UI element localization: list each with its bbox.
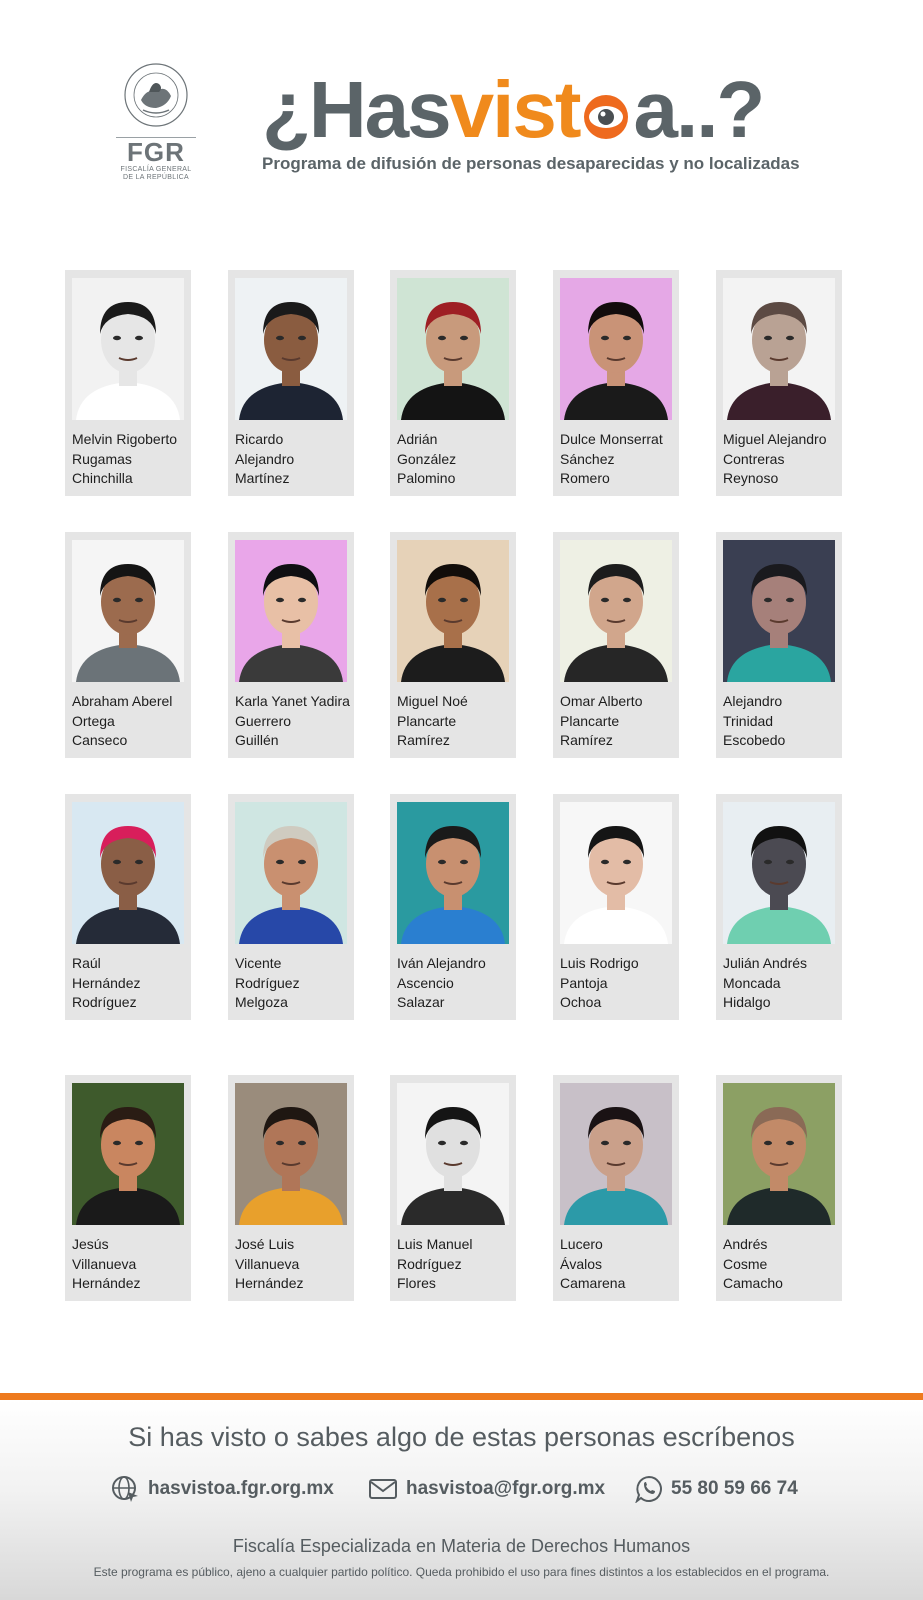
- phone-contact[interactable]: [635, 1472, 798, 1506]
- brand-orange: vist: [449, 65, 580, 154]
- person-card: [553, 270, 679, 496]
- person-name-line-3: Ochoa: [560, 994, 602, 1010]
- brand-suffix: a..?: [633, 65, 764, 154]
- person-name: [723, 1235, 841, 1294]
- person-card: [390, 532, 516, 758]
- website-contact[interactable]: [110, 1472, 334, 1506]
- person-name-line-1: Abraham Aberel: [72, 693, 173, 709]
- person-photo: [72, 802, 184, 944]
- person-name-line-3: Camacho: [723, 1275, 783, 1291]
- person-card: [390, 270, 516, 496]
- accent-bar: [0, 1393, 923, 1400]
- portrait-icon: [397, 540, 509, 682]
- person-name-line-1: Alejandro: [723, 693, 783, 709]
- person-card: [553, 532, 679, 758]
- person-name-line-1: Julián Andrés: [723, 955, 808, 971]
- person-name-line-1: Miguel Noé: [397, 693, 468, 709]
- person-name-line-2: Villanueva: [235, 1255, 300, 1272]
- program-tagline: Programa de difusión de personas desaparecidas y no localizadas: [262, 154, 800, 173]
- email-contact[interactable]: [368, 1472, 605, 1506]
- person-name-line-3: Martínez: [235, 470, 290, 486]
- portrait-icon: [560, 278, 672, 420]
- person-name-line-3: Romero: [560, 470, 610, 486]
- portrait-icon: [235, 802, 347, 944]
- logo-acronym: FGR: [127, 137, 185, 167]
- person-card: [65, 1075, 191, 1301]
- person-photo: [560, 540, 672, 682]
- phone-number[interactable]: 55 80 59 66 74: [671, 1478, 798, 1499]
- person-name-line-3: Salazar: [397, 994, 445, 1010]
- person-name-line-3: Ramírez: [560, 732, 613, 748]
- person-photo: [235, 540, 347, 682]
- person-card: [553, 794, 679, 1020]
- person-name-line-2: Pantoja: [560, 974, 608, 991]
- person-photo: [397, 540, 509, 682]
- person-name-line-2: Contreras: [723, 450, 785, 467]
- person-name-line-2: Rodríguez: [235, 974, 300, 991]
- person-card: [390, 794, 516, 1020]
- person-photo: [560, 278, 672, 420]
- person-name: [723, 430, 841, 489]
- person-photo: [72, 540, 184, 682]
- person-photo: [397, 1083, 509, 1225]
- person-name-line-2: Sánchez: [560, 450, 615, 467]
- person-photo: [235, 1083, 347, 1225]
- person-name-line-1: Omar Alberto: [560, 693, 643, 709]
- person-name-line-3: Guillén: [235, 732, 279, 748]
- person-name: [560, 1235, 678, 1294]
- person-card: [553, 1075, 679, 1301]
- person-photo: [723, 278, 835, 420]
- person-name-line-3: Melgoza: [235, 994, 288, 1010]
- person-name-line-2: Trinidad: [723, 712, 774, 729]
- person-photo: [560, 802, 672, 944]
- person-card: [228, 794, 354, 1020]
- person-name-line-2: Plancarte: [560, 712, 620, 729]
- person-name-line-2: Cosme: [723, 1255, 768, 1272]
- logo-subline-1: FISCALÍA GENERAL: [120, 166, 192, 173]
- person-name: [72, 954, 190, 1013]
- person-name-line-1: Melvin Rigoberto: [72, 431, 178, 447]
- person-photo: [723, 540, 835, 682]
- person-card: [65, 794, 191, 1020]
- email-link[interactable]: hasvistoa@fgr.org.mx: [406, 1478, 606, 1499]
- portrait-icon: [397, 278, 509, 420]
- person-name-line-2: Ascencio: [397, 974, 454, 991]
- person-name-line-2: Ávalos: [560, 1255, 603, 1272]
- person-name-line-1: Karla Yanet Yadira: [235, 693, 350, 709]
- person-card: [716, 1075, 842, 1301]
- person-name-line-3: Chinchilla: [72, 470, 133, 486]
- person-name-line-3: Escobedo: [723, 732, 786, 748]
- portrait-icon: [72, 540, 184, 682]
- person-name-line-3: Palomino: [397, 470, 456, 486]
- person-photo: [235, 802, 347, 944]
- portrait-icon: [235, 278, 347, 420]
- person-name-line-1: Miguel Alejandro: [723, 431, 827, 447]
- whatsapp-icon: [635, 1475, 663, 1503]
- portrait-icon: [560, 1083, 672, 1225]
- mail-icon: [368, 1477, 398, 1501]
- footer-headline: Si has visto o sabes algo de estas personas escríbenos: [128, 1422, 795, 1452]
- person-photo: [723, 802, 835, 944]
- person-name-line-2: Alejandro: [235, 450, 295, 467]
- portrait-icon: [72, 278, 184, 420]
- person-card: [716, 532, 842, 758]
- person-card: [716, 270, 842, 496]
- person-name: [235, 954, 353, 1013]
- person-name-line-1: Adrián: [397, 431, 438, 447]
- person-name-line-1: José Luis: [235, 1236, 295, 1252]
- person-name: [560, 430, 678, 489]
- person-card: [390, 1075, 516, 1301]
- person-photo: [397, 802, 509, 944]
- person-name-line-2: Ortega: [72, 712, 115, 729]
- person-photo: [72, 278, 184, 420]
- person-name-line-2: Rodríguez: [397, 1255, 462, 1272]
- portrait-icon: [397, 802, 509, 944]
- brand-prefix: ¿Has: [262, 65, 450, 154]
- person-name: [723, 954, 841, 1013]
- person-name-line-3: Ramírez: [397, 732, 450, 748]
- person-name-line-2: Villanueva: [72, 1255, 137, 1272]
- person-name: [397, 692, 515, 751]
- person-name-line-2: Plancarte: [397, 712, 457, 729]
- person-photo: [723, 1083, 835, 1225]
- office-name: Fiscalía Especializada en Materia de Derechos Humanos: [232, 1536, 691, 1556]
- person-name-line-1: Iván Alejandro: [397, 955, 486, 971]
- person-name-line-2: González: [397, 450, 457, 467]
- person-name-line-2: Hernández: [72, 974, 141, 991]
- person-name-line-3: Reynoso: [723, 470, 779, 486]
- person-name: [235, 430, 353, 489]
- person-name: [72, 430, 190, 489]
- person-name: [397, 954, 515, 1013]
- person-name-line-1: Luis Rodrigo: [560, 955, 639, 971]
- person-name: [560, 954, 678, 1013]
- person-photo: [72, 1083, 184, 1225]
- person-photo: [235, 278, 347, 420]
- person-name: [397, 1235, 515, 1294]
- person-card: [65, 532, 191, 758]
- person-name-line-3: Hidalgo: [723, 994, 771, 1010]
- person-card: [716, 794, 842, 1020]
- person-name-line-3: Canseco: [72, 732, 128, 748]
- person-name: [235, 1235, 353, 1294]
- portrait-icon: [723, 540, 835, 682]
- person-name-line-1: Luis Manuel: [397, 1236, 473, 1252]
- person-name-line-3: Hernández: [72, 1275, 141, 1291]
- person-card: [228, 532, 354, 758]
- portrait-icon: [235, 540, 347, 682]
- person-name-line-3: Rodríguez: [72, 994, 137, 1010]
- person-name-line-3: Camarena: [560, 1275, 626, 1291]
- person-name-line-1: Raúl: [72, 955, 101, 971]
- person-name: [723, 692, 841, 751]
- person-name-line-1: Vicente: [235, 955, 282, 971]
- globe-icon: [110, 1474, 140, 1504]
- portrait-icon: [723, 278, 835, 420]
- portrait-icon: [397, 1083, 509, 1225]
- portrait-icon: [560, 540, 672, 682]
- portrait-icon: [72, 1083, 184, 1225]
- portrait-icon: [723, 1083, 835, 1225]
- person-name: [72, 692, 190, 751]
- disclaimer-text: Este programa es público, ajeno a cualquier partido político. Queda prohibido el uso para fines distintos a los establecidos en el programa.: [93, 1565, 830, 1579]
- person-name: [235, 692, 353, 751]
- person-card: [228, 1075, 354, 1301]
- portrait-icon: [72, 802, 184, 944]
- person-name-line-1: Lucero: [560, 1236, 603, 1252]
- portrait-icon: [723, 802, 835, 944]
- person-card: [65, 270, 191, 496]
- logo-subline-2: DE LA REPÚBLICA: [123, 174, 189, 181]
- portrait-icon: [235, 1083, 347, 1225]
- person-name-line-3: Flores: [397, 1275, 436, 1291]
- person-name-line-1: Ricardo: [235, 431, 284, 447]
- person-name: [397, 430, 515, 489]
- website-link[interactable]: hasvistoa.fgr.org.mx: [148, 1478, 334, 1499]
- person-name-line-1: Dulce Monserrat: [560, 431, 663, 447]
- person-name-line-2: Moncada: [723, 974, 781, 991]
- person-name-line-1: Jesús: [72, 1236, 109, 1252]
- person-name-line-1: Andrés: [723, 1236, 768, 1252]
- person-name: [72, 1235, 190, 1294]
- person-name-line-2: Guerrero: [235, 712, 292, 729]
- person-card: [228, 270, 354, 496]
- person-photo: [397, 278, 509, 420]
- person-photo: [560, 1083, 672, 1225]
- person-name: [560, 692, 678, 751]
- person-name-line-2: Rugamas: [72, 450, 132, 467]
- portrait-icon: [560, 802, 672, 944]
- footer: [0, 1400, 923, 1600]
- person-name-line-3: Hernández: [235, 1275, 304, 1291]
